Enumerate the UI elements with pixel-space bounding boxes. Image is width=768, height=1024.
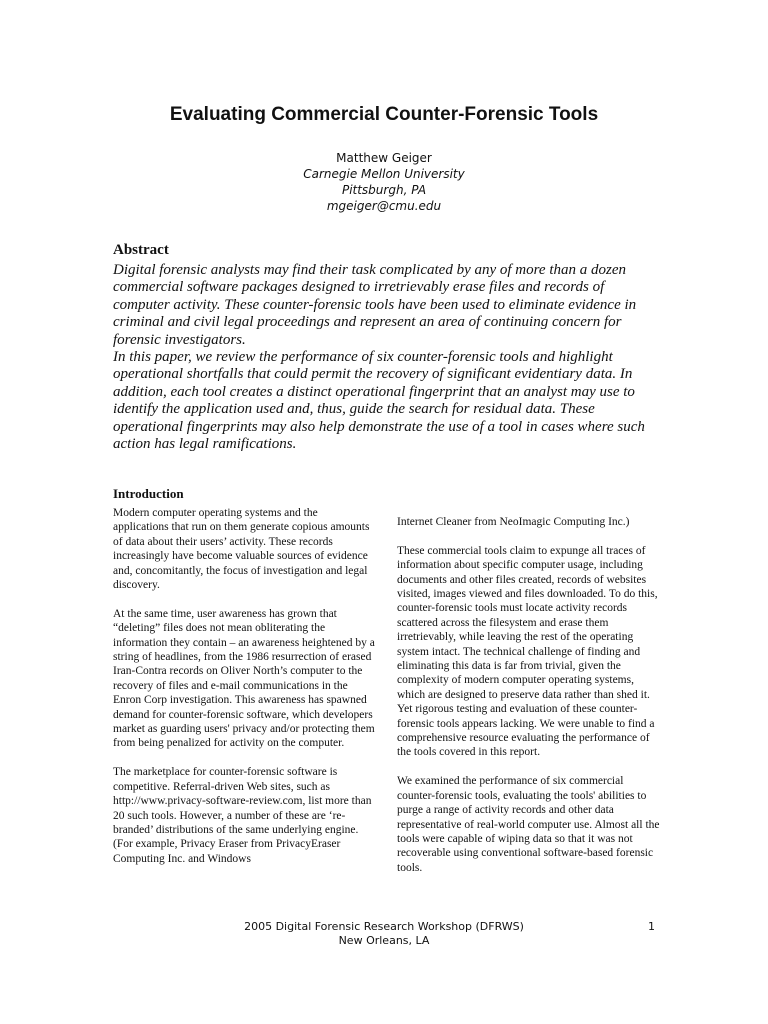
left-column	[113, 506, 376, 881]
footer-location: New Orleans, LA	[338, 934, 430, 947]
body-paragraph: Internet Cleaner from NeoImagic Computing Inc.)	[397, 516, 630, 528]
right-column	[397, 515, 660, 890]
paper-title: Evaluating Commercial Counter-Forensic Tools	[169, 104, 599, 125]
abstract-paragraph: Digital forensic analysts may find their task complicated by any of more than a dozen commercial software packages designed to irretrievably erase files and records of computer activity. These counter-forensic tools have been used to eliminate evidence in criminal and civil legal proceedings and represent an area of continuing concern for forensic investigators.	[113, 262, 637, 348]
body-paragraph: At the same time, user awareness has grown that “deleting” files does not mean obliterating the information they contain – an awareness heightened by a string of headlines, from the 1986 resurrection of erased Iran-Contra records on Oliver North’s computer to the recovery of files and e-mail communications in the Enron Corp investigation. This awareness has spawned demand for counter-forensic software, which developers market as guarding users' privacy and/or protecting them from being penalized for activity on the computer.	[113, 607, 375, 750]
body-paragraph: We examined the performance of six commercial counter-forensic tools, evaluating the tools' abilities to purge a range of activity records and other data representative of real-world computer use. Almost all the tools were capable of wiping data so that it was not recoverable using conventional software-based forensic tools.	[397, 775, 660, 874]
footer-conference: 2005 Digital Forensic Research Workshop (DFRWS)	[244, 920, 524, 933]
author-name: Matthew Geiger	[336, 151, 432, 165]
body-paragraph: The marketplace for counter-forensic software is competitive. Referral-driven Web sites, such as http://www.privacy-software-review.com, list more than 20 such tools. However, a number of these are ‘re-branded’ distributions of the same underlying engine. (For example, Privacy Eraser from PrivacyEraser Computing Inc. and Windows	[113, 766, 372, 865]
page-number: 1	[648, 920, 655, 933]
abstract-body	[113, 262, 658, 453]
body-paragraph: These commercial tools claim to expunge all traces of information about specific computer usage, including documents and other files created, records of websites visited, images viewed and files downloaded. To do this, counter-forensic tools must locate activity records scattered across the filesystem and erase them irretrievably, while leaving the rest of the operating system intact. The technical challenge of finding and eliminating this data is far from trivial, given the complexity of modern computer operating systems, which are designed to preserve data rather than shed it. Yet rigorous testing and evaluation of these counter-forensic tools appears lacking. We were unable to find a comprehensive resource evaluating the performance of the tools covered in this report.	[397, 544, 658, 759]
introduction-heading: Introduction	[113, 486, 184, 501]
author-location: Pittsburgh, PA	[341, 183, 427, 197]
body-paragraph: Modern computer operating systems and the applications that run on them generate copious amounts of data about their users’ activity. These records increasingly have become valuable sources of evidence and, concomitantly, the focus of investigation and legal discovery.	[113, 507, 370, 592]
abstract-heading: Abstract	[113, 242, 169, 258]
author-block	[0, 150, 768, 214]
author-affiliation: Carnegie Mellon University	[303, 167, 465, 181]
abstract-paragraph: In this paper, we review the performance of six counter-forensic tools and highlight operational shortfalls that could permit the recovery of significant evidentiary data. In addition, each tool creates a distinct operational fingerprint that an analyst may use to identify the application used and, thus, guide the search for residual data. These operational fingerprints may also help demonstrate the use of a tool in cases where such action has legal ramifications.	[113, 349, 645, 453]
author-email: mgeiger@cmu.edu	[326, 199, 442, 213]
